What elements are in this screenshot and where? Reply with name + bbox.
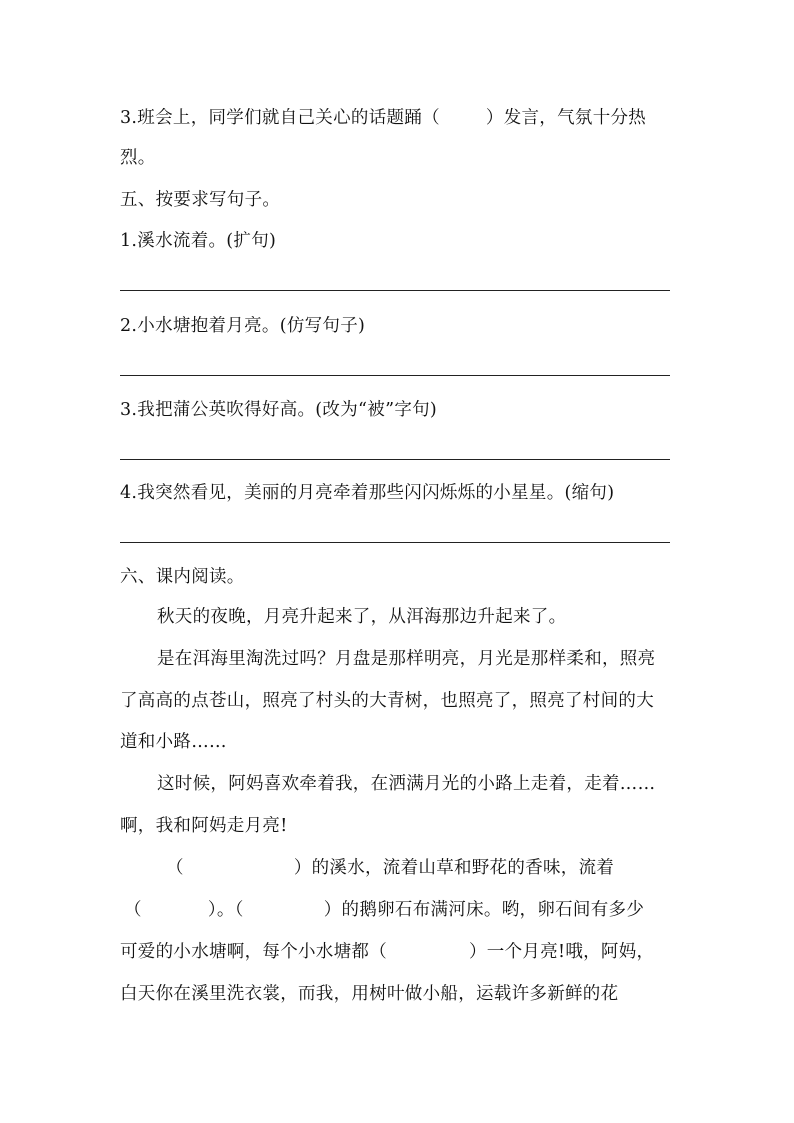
passage-p4-text: ）的鹅卵石布满河床。哟，卵石间有多少: [323, 900, 645, 920]
passage-p1: 秋天的夜晚，月亮升起来了，从洱海那边升起来了。: [157, 607, 567, 627]
passage-p4-text: ）一个月亮!哦，阿妈，: [469, 942, 655, 962]
answer-line-4[interactable]: [120, 542, 670, 543]
q4-item3-line1: [120, 106, 675, 130]
passage-p4-text: ）。（: [207, 900, 244, 920]
q4-item3-text-a: 3.班会上，同学们就自己关心的话题踊（: [120, 108, 440, 128]
answer-line-1[interactable]: [120, 290, 670, 291]
passage-p4-text: ）的溪水，流着山草和野花的香味，流着: [293, 858, 615, 878]
section-6-heading: 六、课内阅读。: [120, 567, 245, 587]
passage-p4-line4: 白天你在溪里洗衣裳，而我，用树叶做小船，运载许多新鲜的花: [120, 984, 619, 1004]
q5-item-1: 1.溪水流着。(扩句): [120, 231, 277, 251]
answer-line-3[interactable]: [120, 459, 670, 460]
passage-p2-line3: 道和小路……: [120, 732, 227, 752]
q4-item3-text-b: ）发言，气氛十分热: [485, 108, 647, 128]
section-5-heading: 五、按要求写句子。: [120, 190, 281, 210]
passage-p3-line1: 这时候，阿妈喜欢牵着我，在洒满月光的小路上走着，走着……: [157, 774, 656, 794]
passage-p2-line1: 是在洱海里淘洗过吗？月盘是那样明亮，月光是那样柔和，照亮: [157, 649, 656, 669]
bracket-open: （: [124, 900, 142, 920]
answer-line-2[interactable]: [120, 375, 670, 376]
bracket-open: （: [166, 858, 184, 878]
passage-p4-text: 可爱的小水塘啊，每个小水塘都（: [120, 942, 387, 962]
q4-item3-line2: 烈。: [120, 148, 156, 168]
q5-item-2: 2.小水塘抱着月亮。(仿写句子): [120, 316, 366, 336]
passage-p3-line2: 啊，我和阿妈走月亮!: [120, 816, 288, 836]
passage-p4-line2: [124, 898, 679, 922]
q5-item-4: 4.我突然看见，美丽的月亮牵着那些闪闪烁烁的小星星。(缩句): [120, 483, 615, 503]
passage-p4-line1: [166, 856, 721, 880]
q5-item-3: 3.我把蒲公英吹得好高。(改为“被”字句): [120, 400, 438, 420]
passage-p2-line2: 了高高的点苍山，照亮了村头的大青树，也照亮了，照亮了村间的大: [120, 691, 654, 711]
passage-p4-line3: [120, 940, 675, 964]
